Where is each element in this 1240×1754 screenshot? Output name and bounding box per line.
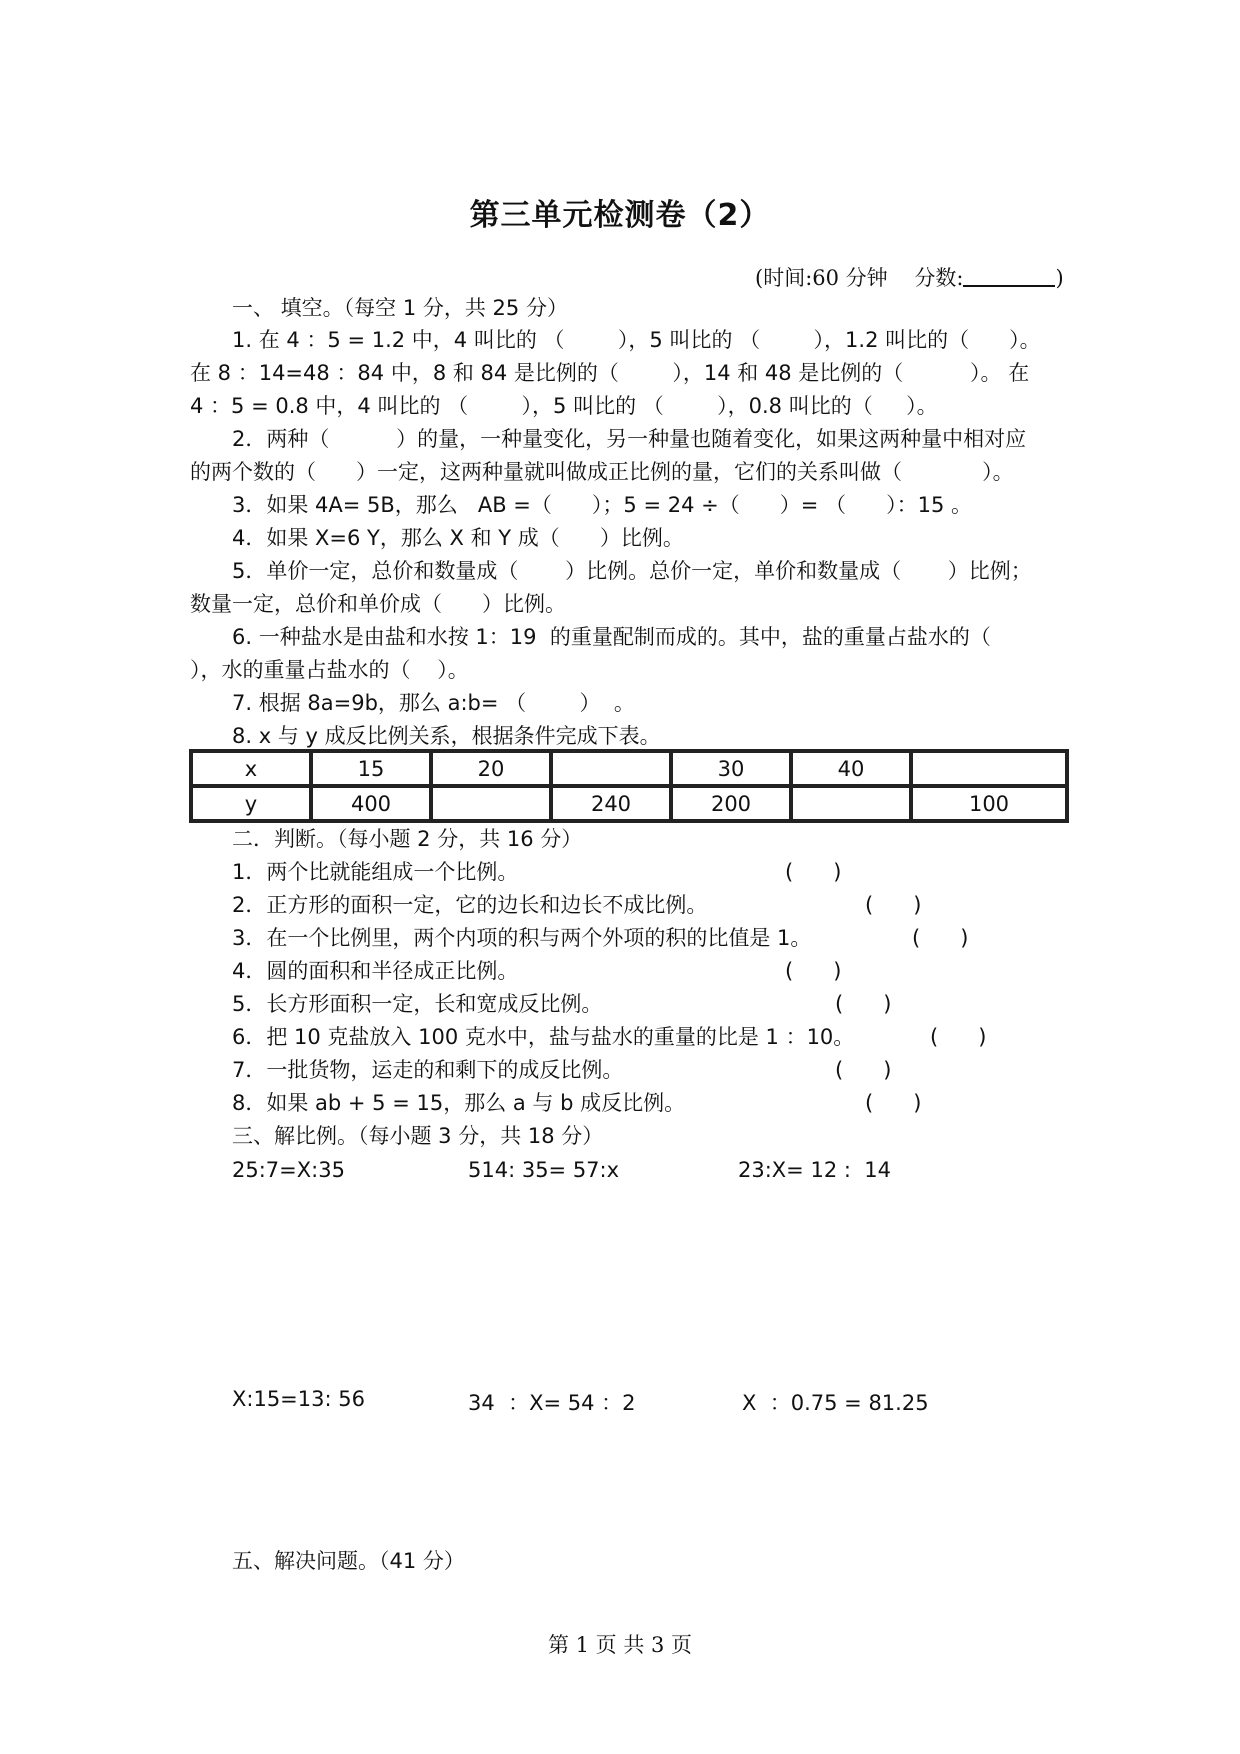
table-cell: 30: [671, 751, 791, 786]
table-cell[interactable]: [791, 786, 911, 821]
time-score-line: [755, 262, 1064, 292]
equation: X ：0.75 = 81.25: [742, 1391, 929, 1415]
equation: 23:X= 12 : 14: [738, 1158, 891, 1182]
fill-line: 2．两种（ ）的量，一种量变化，另一种量也随着变化，如果这两种量中相对应: [232, 427, 1027, 451]
fill-line: 1. 在 4 ：5 = 1.2 中，4 叫比的 （ ），5 叫比的 （ ），1.2 叫比的（ ）。: [232, 328, 1041, 352]
equation: 514: 35= 57:x: [468, 1158, 620, 1182]
section-solve-heading: 三、解比例。（每小题 3 分，共 18 分）: [232, 1124, 604, 1148]
judge-answer-paren[interactable]: ( ): [785, 860, 842, 884]
fill-line: ），水的重量占盐水的（ ）。: [190, 658, 469, 682]
score-blank[interactable]: [963, 267, 1055, 287]
fill-line: 4 ：5 = 0.8 中，4 叫比的 （ ），5 叫比的 （ ），0.8 叫比的（ ）。: [190, 394, 938, 418]
meta-close: ): [1055, 266, 1064, 290]
page-title: 第三单元检测卷（2）: [469, 198, 771, 233]
judge-item-text: 4．圆的面积和半径成正比例。: [232, 959, 519, 983]
fill-line: 的两个数的（ ）一定，这两种量就叫做成正比例的量，它们的关系叫做（ ）。: [190, 460, 1014, 484]
equation: 34 ：X= 54 ：2: [468, 1391, 636, 1415]
judge-item-text: 7．一批货物，运走的和剩下的成反比例。: [232, 1058, 624, 1082]
judge-answer-paren[interactable]: ( ): [835, 1058, 892, 1082]
judge-item-text: 3．在一个比例里，两个内项的积与两个外项的积的比值是 1。: [232, 926, 812, 950]
judge-answer-paren[interactable]: ( ): [865, 1091, 922, 1115]
table-cell: 15: [311, 751, 431, 786]
table-cell: x: [191, 751, 311, 786]
section-problems-heading: 五、解决问题。（41 分）: [232, 1549, 465, 1573]
fill-line: 8. x 与 y 成反比例关系，根据条件完成下表。: [232, 724, 661, 748]
table-cell: 240: [551, 786, 671, 821]
table-cell[interactable]: [431, 786, 551, 821]
table-cell: 40: [791, 751, 911, 786]
judge-item-text: 8．如果 ab + 5 = 15，那么 a 与 b 成反比例。: [232, 1091, 686, 1115]
table-cell[interactable]: [551, 751, 671, 786]
table-cell: 400: [311, 786, 431, 821]
table-cell: 100: [911, 786, 1067, 821]
score-label: 分数:: [914, 266, 964, 290]
judge-answer-paren[interactable]: ( ): [930, 1025, 987, 1049]
page-footer: 第 1 页 共 3 页: [547, 1633, 693, 1657]
judge-answer-paren[interactable]: ( ): [835, 992, 892, 1016]
fill-line: 5．单价一定，总价和数量成（ ）比例。总价一定，单价和数量成（ ）比例；: [232, 559, 1032, 583]
judge-answer-paren[interactable]: ( ): [785, 959, 842, 983]
fill-line: 7. 根据 8a=9b，那么 a:b= （ ） 。: [232, 691, 635, 715]
table-cell: 200: [671, 786, 791, 821]
judge-item-text: 6．把 10 克盐放入 100 克水中，盐与盐水的重量的比是 1 ：10。: [232, 1025, 855, 1049]
fill-line: 6. 一种盐水是由盐和水按 1：19 的重量配制而成的。其中，盐的重量占盐水的（: [232, 625, 991, 649]
table-row: [191, 751, 1067, 786]
table-cell: 20: [431, 751, 551, 786]
fill-line: 在 8 ：14=48 ：84 中，8 和 84 是比例的（ ），14 和 48 是比例的（ ）。 在: [190, 361, 1030, 385]
judge-answer-paren[interactable]: ( ): [912, 926, 969, 950]
fill-line: 4．如果 X=6 Y，那么 X 和 Y 成（ ）比例。: [232, 526, 684, 550]
judge-item-text: 2．正方形的面积一定，它的边长和边长不成比例。: [232, 893, 708, 917]
judge-item-text: 5．长方形面积一定，长和宽成反比例。: [232, 992, 603, 1016]
table-row: [191, 786, 1067, 821]
section-fill-heading: 一、 填空。（每空 1 分，共 25 分）: [232, 296, 568, 320]
equation: X:15=13: 56: [232, 1387, 365, 1411]
xy-table: [189, 749, 1069, 823]
table-cell: y: [191, 786, 311, 821]
fill-line: 数量一定，总价和单价成（ ）比例。: [190, 592, 567, 616]
table-cell[interactable]: [911, 751, 1067, 786]
judge-answer-paren[interactable]: ( ): [865, 893, 922, 917]
section-judge-heading: 二．判断。（每小题 2 分，共 16 分）: [232, 827, 583, 851]
time-label: (时间:60 分钟: [755, 266, 888, 290]
fill-line: 3．如果 4A= 5B，那么 AB =（ ）；5 = 24 ÷（ ）= （ ）：15 。: [232, 493, 972, 517]
equation: 25:7=X:35: [232, 1158, 345, 1182]
judge-item-text: 1．两个比就能组成一个比例。: [232, 860, 519, 884]
